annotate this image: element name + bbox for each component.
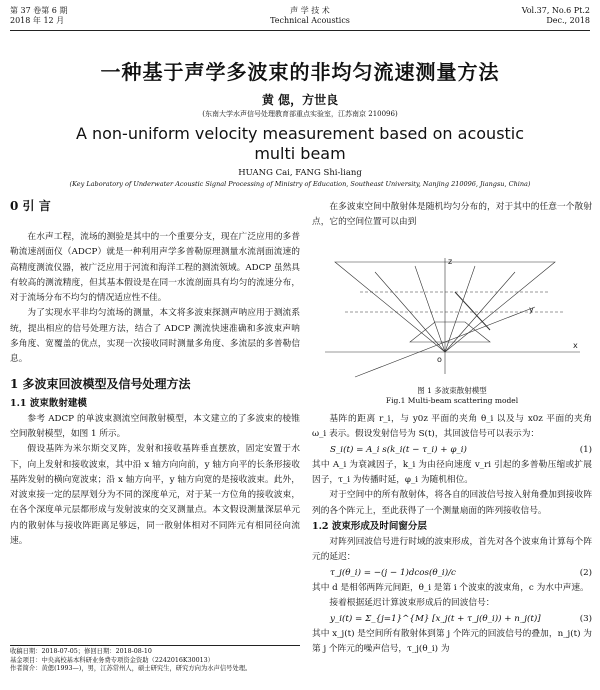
journal-cn: 声 学 技 术	[290, 6, 330, 15]
equation-2-number: (2)	[579, 567, 592, 578]
affiliation-cn: (东南大学水声信号处理教育部重点实验室，江苏南京 210096)	[202, 110, 398, 118]
right-paragraph-2: 基阵的距离 r_i，与 y0z 平面的夹角 θ_i 以及与 x0z 平面的夹角 ω_i 表示。假设发射信号为 S(t)，其回波信号可以表示为：	[312, 414, 592, 440]
figure-label-y: y	[529, 305, 534, 314]
equation-1	[312, 443, 592, 458]
figure-caption	[312, 386, 592, 406]
section-1-paragraph-1: 参考 ADCP 的单波束测流空间散射模型，本文建立的了多波束的棱锥空间散射模型，如图 1 所示。	[10, 413, 300, 439]
right-paragraph-1: 在多波束空间中散射体是随机均匀分布的，对于其中的任意一个散射点，它的空间位置可以由到	[312, 202, 592, 228]
date-en: Dec., 2018	[546, 16, 590, 25]
figure-label-z: z	[448, 257, 453, 266]
intro-paragraph-2: 为了实现水平非均匀流场的测量，本文将多波束探测声呐应用于测流系统，提出相应的信号处理方法，结合了 ADCP 测流快速准确和多波束声呐多角度、宽覆盖的优点，实现一次接收同时测量多角度、多流层的多普勒信息。	[10, 308, 300, 365]
title-cn: 一种基于声学多波束的非均匀流速测量方法	[100, 60, 500, 84]
right-paragraph-4: 对于空间中的所有散射体，将各自的回波信号按入射角叠加到接收阵列的各个阵元上，至此获得了一个测量扇面的阵列接收信号。	[312, 490, 592, 516]
figure-range-vector	[455, 292, 490, 330]
journal-en: Technical Acoustics	[270, 16, 350, 25]
figure-label-x: x	[573, 341, 578, 350]
intro-paragraph-1: 在水声工程，流场的测验是其中的一个重要分支，现在广泛应用的多普勒流速剖面仪（ADCP）就是一种利用声学多普勒原理测量水流剖面流速的高精度测流仪器，被广泛应用于河流和海洋工程的测流领域。ADCP 虽然具有较高的测流精度，但其基本假设是在同一水流剖面具有均匀的流速分布，对于流场分布不均匀的情况适应性不佳。	[10, 232, 300, 304]
right-column-body	[312, 412, 592, 657]
equation-3-number: (3)	[579, 613, 592, 624]
equation-3	[312, 612, 592, 627]
section-1-heading: 1 多波束回波模型及信号处理方法	[10, 376, 191, 391]
authors-en: HUANG Cai, FANG Shi-liang	[238, 168, 362, 178]
right-paragraph-7: 接着根据延迟计算波束形成后的回波信号：	[329, 598, 495, 609]
subsection-1-1-heading: 1.1 波束散射建模	[10, 397, 87, 409]
volume-en: Vol.37, No.6 Pt.2	[521, 6, 590, 15]
right-paragraph-3: 其中 A_i 为衰减因子，k_i 为由径向速度 v_ri 引起的多普勒压缩或扩展因子，τ_i 为传播时延，φ_i 为随机相位。	[312, 459, 592, 486]
right-paragraph-8: 其中 x_j(t) 是空间所有散射体到第 j 个阵元的回波信号的叠加，n_j(t) 为第 j 个阵元的噪声信号，τ_j(θ_i) 为	[312, 628, 592, 655]
equation-1-body: S_i(t) = A_i s(k_i(t − τ_i) + φ_i)	[330, 444, 467, 455]
footnote	[10, 645, 300, 674]
left-column	[10, 198, 300, 214]
footnote-received: 收稿日期：2018-07-05；修回日期：2018-08-10	[10, 648, 152, 655]
running-header	[10, 4, 590, 31]
multibeam-scattering-figure	[315, 252, 590, 382]
date-cn: 2018 年 12 月	[10, 16, 65, 25]
volume-cn: 第 37 卷第 6 期	[10, 6, 68, 15]
figure-caption-en: Fig.1 Multi-beam scattering model	[385, 396, 519, 405]
footnote-fund: 基金项目：中央高校基本科研业务费专项资金资助（2242016K30013）	[10, 656, 214, 664]
left-column-body	[10, 230, 300, 549]
authors-cn: 黄 偲，方世良	[261, 93, 339, 107]
subsection-1-2-heading: 1.2 波束形成及时间窗分层	[312, 521, 427, 533]
figure-label-o: o	[437, 355, 442, 364]
equation-3-body: y_i(t) = Σ_{j=1}^{M} [x_j(t + τ_j(θ_i)) + n_j(t)]	[330, 613, 541, 624]
figure-caption-cn: 图 1 多波束散射模型	[417, 386, 487, 395]
affiliation-en: (Key Laboratory of Underwater Acoustic Signal Processing of Ministry of Education, Southeast University, Nanjing 210096, Jiangsu, China)	[69, 180, 531, 188]
section-intro-heading: 0 引 言	[10, 199, 51, 213]
equation-2-body: τ_j(θ_i) = −(j − 1)dcos(θ_i)/c	[330, 567, 456, 578]
right-paragraph-5: 对阵列回波信号进行时域的波束形成，首先对各个波束角计算每个阵元的延迟：	[312, 537, 592, 563]
equation-1-number: (1)	[579, 444, 592, 455]
title-en: A non-uniform velocity measurement based on acoustic multi beam	[75, 124, 525, 163]
footnote-author: 作者简介：黄偲(1993—)，男，江苏常州人，硕士研究生，研究方向为水声信号处理。	[10, 665, 252, 673]
right-column-top	[312, 200, 592, 231]
equation-2	[312, 566, 592, 581]
section-1-paragraph-2: 假设基阵为米尔斯交叉阵，发射和接收基阵垂直摆放，固定安置于水下，向上发射和接收波束，其中沿 x 轴方向向前，y 轴方向平的长条形接收基阵发射的横向宽波束；沿 x 轴方向平，y 轴方向宽的是接收波束。此外，对波束接一定的层厚划分为不同的深度单元，对于某一方位角的接收波束，在各个深度单元层都形成与发射波束的交叉测量点。本文假设测量深层单元内的散射体与接收阵距离足够远，同一散射体相对不同阵元有相同径向流速。	[10, 444, 300, 547]
right-paragraph-6: 其中 d 是相邻两阵元间距，θ_i 是第 i 个波束的波束角，c 为水中声速。	[312, 582, 589, 593]
